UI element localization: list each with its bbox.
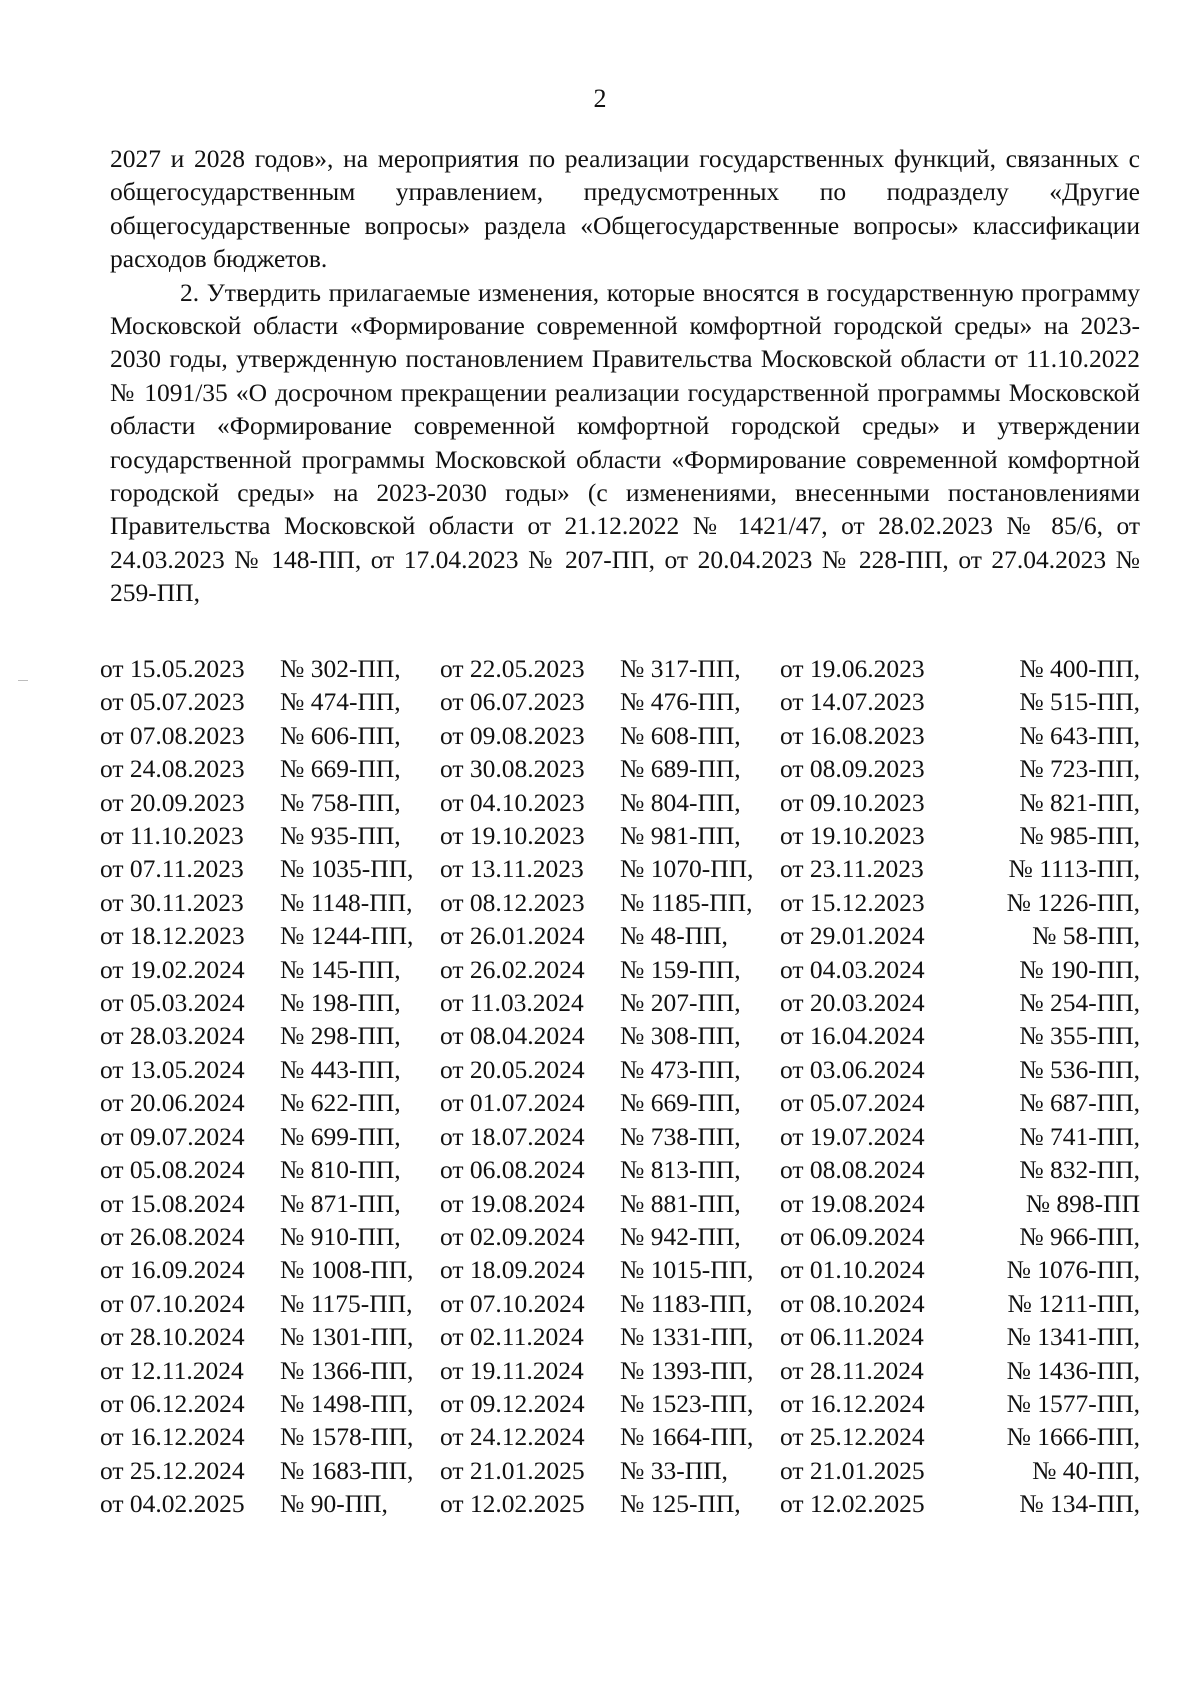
decree-number: № 981-ПП,: [620, 821, 741, 851]
decree-row: [100, 1019, 1140, 1052]
decree-number: № 1185-ПП,: [620, 887, 753, 917]
decree-number: № 207-ПП,: [620, 988, 741, 1018]
decree-date: от 28.03.2024: [100, 1021, 245, 1051]
decree-number: № 804-ПП,: [620, 787, 741, 817]
decree-date: от 18.12.2023: [100, 921, 245, 951]
decree-date: от 08.10.2024: [780, 1288, 925, 1318]
decree-date: от 05.08.2024: [100, 1155, 245, 1185]
decree-number: № 810-ПП,: [280, 1155, 401, 1185]
decree-date: от 09.08.2023: [440, 720, 585, 750]
decree-number: № 515-ПП,: [1019, 687, 1140, 717]
decree-date: от 09.10.2023: [780, 787, 925, 817]
decree-date: от 15.08.2024: [100, 1188, 245, 1218]
decree-date: от 15.05.2023: [100, 654, 245, 683]
decree-number: № 1244-ПП,: [280, 921, 414, 951]
decree-date: от 20.05.2024: [440, 1054, 585, 1084]
decree-number: № 159-ПП,: [620, 954, 741, 984]
decree-date: от 12.02.2025: [780, 1489, 925, 1519]
scan-artifact-mark: [18, 680, 28, 681]
decree-date: от 06.11.2024: [780, 1322, 924, 1352]
decree-number: № 125-ПП,: [620, 1489, 741, 1519]
decree-date: от 19.10.2023: [440, 821, 585, 851]
decree-row: [100, 1153, 1140, 1186]
decree-number: № 898-ПП: [1025, 1188, 1140, 1218]
decree-date: от 26.01.2024: [440, 921, 585, 951]
decree-date: от 30.11.2023: [100, 887, 244, 917]
decree-date: от 02.11.2024: [440, 1322, 584, 1352]
decree-number: № 1175-ПП,: [280, 1288, 413, 1318]
decree-number: № 669-ПП,: [280, 754, 401, 784]
decree-number: № 1015-ПП,: [620, 1255, 754, 1285]
decree-date: от 06.12.2024: [100, 1388, 245, 1418]
decree-number: № 40-ПП,: [1032, 1455, 1140, 1485]
decree-number: № 317-ПП,: [620, 654, 741, 683]
decree-date: от 18.09.2024: [440, 1255, 585, 1285]
decree-number: № 90-ПП,: [280, 1489, 388, 1519]
decree-number: № 1578-ПП,: [280, 1422, 414, 1452]
decree-date: от 08.08.2024: [780, 1155, 925, 1185]
decree-date: от 19.02.2024: [100, 954, 245, 984]
decree-date: от 04.02.2025: [100, 1489, 245, 1519]
decree-number: № 687-ПП,: [1019, 1088, 1140, 1118]
decree-date: от 01.07.2024: [440, 1088, 585, 1118]
decree-row: [100, 1053, 1140, 1086]
decree-number: № 758-ПП,: [280, 787, 401, 817]
decree-row: [100, 1387, 1140, 1420]
decree-number: № 966-ПП,: [1019, 1221, 1140, 1251]
decree-date: от 19.07.2024: [780, 1121, 925, 1151]
decree-number: № 1113-ПП,: [1008, 854, 1140, 884]
decree-date: от 07.10.2024: [100, 1288, 245, 1318]
decree-number: № 871-ПП,: [280, 1188, 401, 1218]
decree-number: № 298-ПП,: [280, 1021, 401, 1051]
decree-number: № 643-ПП,: [1019, 720, 1140, 750]
decree-date: от 05.07.2024: [780, 1088, 925, 1118]
page-number: 2: [593, 84, 607, 113]
decree-date: от 07.10.2024: [440, 1288, 585, 1318]
decree-date: от 23.11.2023: [780, 854, 924, 884]
decree-date: от 15.12.2023: [780, 887, 925, 917]
decree-number: № 254-ПП,: [1019, 988, 1140, 1018]
decree-number: № 1666-ПП,: [1006, 1422, 1140, 1452]
decree-row: [100, 919, 1140, 952]
decree-date: от 06.07.2023: [440, 687, 585, 717]
decree-date: от 12.02.2025: [440, 1489, 585, 1519]
decree-row: [100, 819, 1140, 852]
decree-date: от 25.12.2024: [100, 1455, 245, 1485]
decree-date: от 19.11.2024: [440, 1355, 584, 1385]
decree-number: № 608-ПП,: [620, 720, 741, 750]
decree-row: [100, 986, 1140, 1019]
decree-date: от 19.10.2023: [780, 821, 925, 851]
decree-date: от 26.08.2024: [100, 1221, 245, 1251]
decree-date: от 11.03.2024: [440, 988, 584, 1018]
decree-number: № 1008-ПП,: [280, 1255, 414, 1285]
decree-number: № 1226-ПП,: [1006, 887, 1140, 917]
decree-row: [100, 1253, 1140, 1286]
decree-number: № 1211-ПП,: [1007, 1288, 1140, 1318]
decree-date: от 13.05.2024: [100, 1054, 245, 1084]
decree-date: от 16.09.2024: [100, 1255, 245, 1285]
decree-number: № 942-ПП,: [620, 1221, 741, 1251]
decree-number: № 1436-ПП,: [1006, 1355, 1140, 1385]
decree-number: № 1664-ПП,: [620, 1422, 754, 1452]
decree-number: № 935-ПП,: [280, 821, 401, 851]
decree-number: № 1341-ПП,: [1006, 1322, 1140, 1352]
decree-date: от 16.08.2023: [780, 720, 925, 750]
decree-number: № 1331-ПП,: [620, 1322, 754, 1352]
decree-row: [100, 1487, 1140, 1520]
decree-date: от 25.12.2024: [780, 1422, 925, 1452]
decree-number: № 1070-ПП,: [620, 854, 754, 884]
document-body: [110, 142, 1140, 610]
decree-date: от 20.03.2024: [780, 988, 925, 1018]
decree-number: № 145-ПП,: [280, 954, 401, 984]
decree-number: № 48-ПП,: [620, 921, 728, 951]
decree-date: от 21.01.2025: [440, 1455, 585, 1485]
decree-number: № 474-ПП,: [280, 687, 401, 717]
decree-date: от 26.02.2024: [440, 954, 585, 984]
decree-date: от 22.05.2023: [440, 654, 585, 683]
decree-date: от 03.06.2024: [780, 1054, 925, 1084]
decree-date: от 09.12.2024: [440, 1388, 585, 1418]
decree-date: от 04.10.2023: [440, 787, 585, 817]
decrees-list-table: [100, 652, 1140, 1521]
decree-row: [100, 752, 1140, 785]
decree-date: от 07.08.2023: [100, 720, 245, 750]
decree-date: от 05.07.2023: [100, 687, 245, 717]
decree-number: № 699-ПП,: [280, 1121, 401, 1151]
decree-date: от 08.09.2023: [780, 754, 925, 784]
decree-number: № 58-ПП,: [1032, 921, 1140, 951]
decree-date: от 13.11.2023: [440, 854, 584, 884]
decree-date: от 28.10.2024: [100, 1322, 245, 1352]
decree-date: от 24.12.2024: [440, 1422, 585, 1452]
decree-date: от 19.08.2024: [440, 1188, 585, 1218]
decree-date: от 21.01.2025: [780, 1455, 925, 1485]
decree-date: от 09.07.2024: [100, 1121, 245, 1151]
decree-date: от 07.11.2023: [100, 854, 244, 884]
decree-row: [100, 1354, 1140, 1387]
decree-number: № 1577-ПП,: [1006, 1388, 1140, 1418]
decree-row: [100, 1420, 1140, 1453]
decree-row: [100, 786, 1140, 819]
decree-row: [100, 1187, 1140, 1220]
decree-row: [100, 886, 1140, 919]
decree-date: от 20.06.2024: [100, 1088, 245, 1118]
decree-date: от 08.04.2024: [440, 1021, 585, 1051]
decree-number: № 741-ПП,: [1019, 1121, 1140, 1151]
decree-number: № 985-ПП,: [1019, 821, 1140, 851]
decree-number: № 33-ПП,: [620, 1455, 728, 1485]
decree-date: от 19.08.2024: [780, 1188, 925, 1218]
decree-date: от 16.12.2024: [100, 1422, 245, 1452]
decree-number: № 738-ПП,: [620, 1121, 741, 1151]
decree-row: [100, 719, 1140, 752]
decree-number: № 1366-ПП,: [280, 1355, 414, 1385]
decree-row: [100, 1086, 1140, 1119]
decree-date: от 04.03.2024: [780, 954, 925, 984]
decree-number: № 134-ПП,: [1019, 1489, 1140, 1519]
decree-number: № 1393-ПП,: [620, 1355, 754, 1385]
decree-number: № 400-ПП,: [1019, 654, 1140, 683]
decree-number: № 443-ПП,: [280, 1054, 401, 1084]
decree-number: № 198-ПП,: [280, 988, 401, 1018]
decree-date: от 30.08.2023: [440, 754, 585, 784]
decree-date: от 11.10.2023: [100, 821, 244, 851]
decree-number: № 606-ПП,: [280, 720, 401, 750]
decree-number: № 190-ПП,: [1019, 954, 1140, 984]
decree-number: № 813-ПП,: [620, 1155, 741, 1185]
decree-row: [100, 652, 1140, 685]
decree-number: № 302-ПП,: [280, 654, 401, 683]
decree-date: от 08.12.2023: [440, 887, 585, 917]
decree-number: № 622-ПП,: [280, 1088, 401, 1118]
decree-row: [100, 1287, 1140, 1320]
decree-date: от 28.11.2024: [780, 1355, 924, 1385]
paragraph-continuation: 2027 и 2028 годов», на мероприятия по реализации государственных функций, связанных с общегосударственным управлением, предусмотренных по подразделу «Другие общегосударственные вопросы» раздела «Общегосударственные вопросы» классификации расходов бюджетов.: [110, 144, 1140, 274]
decree-number: № 536-ПП,: [1019, 1054, 1140, 1084]
decree-number: № 1183-ПП,: [620, 1288, 753, 1318]
decree-number: № 473-ПП,: [620, 1054, 741, 1084]
decree-row: [100, 1454, 1140, 1487]
decree-date: от 02.09.2024: [440, 1221, 585, 1251]
decree-date: от 16.12.2024: [780, 1388, 925, 1418]
decree-date: от 24.08.2023: [100, 754, 245, 784]
decree-number: № 1076-ПП,: [1006, 1255, 1140, 1285]
decree-number: № 1683-ПП,: [280, 1455, 414, 1485]
decree-number: № 723-ПП,: [1019, 754, 1140, 784]
decree-number: № 689-ПП,: [620, 754, 741, 784]
decree-date: от 14.07.2023: [780, 687, 925, 717]
decree-date: от 05.03.2024: [100, 988, 245, 1018]
decree-number: № 1523-ПП,: [620, 1388, 754, 1418]
decree-date: от 06.08.2024: [440, 1155, 585, 1185]
decree-number: № 881-ПП,: [620, 1188, 741, 1218]
decree-number: № 1148-ПП,: [280, 887, 413, 917]
decree-number: № 1035-ПП,: [280, 854, 414, 884]
decree-number: № 1498-ПП,: [280, 1388, 414, 1418]
decree-date: от 12.11.2024: [100, 1355, 244, 1385]
decree-date: от 19.06.2023: [780, 654, 925, 683]
decree-date: от 18.07.2024: [440, 1121, 585, 1151]
decree-date: от 29.01.2024: [780, 921, 925, 951]
decrees-list-body: [100, 652, 1140, 1521]
decree-number: № 832-ПП,: [1019, 1155, 1140, 1185]
decree-date: от 16.04.2024: [780, 1021, 925, 1051]
decree-row: [100, 1220, 1140, 1253]
decree-number: № 355-ПП,: [1019, 1021, 1140, 1051]
decree-number: № 821-ПП,: [1019, 787, 1140, 817]
decree-row: [100, 685, 1140, 718]
decree-row: [100, 1120, 1140, 1153]
decree-number: № 308-ПП,: [620, 1021, 741, 1051]
decree-number: № 476-ПП,: [620, 687, 741, 717]
decree-date: от 06.09.2024: [780, 1221, 925, 1251]
decree-row: [100, 953, 1140, 986]
decree-row: [100, 1320, 1140, 1353]
decree-number: № 910-ПП,: [280, 1221, 401, 1251]
decree-number: № 669-ПП,: [620, 1088, 741, 1118]
decree-number: № 1301-ПП,: [280, 1322, 414, 1352]
decree-date: от 01.10.2024: [780, 1255, 925, 1285]
decree-row: [100, 852, 1140, 885]
paragraph-item-2: 2. Утвердить прилагаемые изменения, которые вносятся в государственную программу Московской области «Формирование современной комфортной городской среды» на 2023-2030 годы, утвержденную постановлением Правительства Московской области от 11.10.2022 № 1091/35 «О досрочном прекращении реализации государственной программы Московской области «Формирование современной комфортной городской среды» и утверждении государственной программы Московской области «Формирование современной комфортной городской среды» на 2023-2030 годы» (с изменениями, внесенными постановлениями Правительства Московской области от 21.12.2022 № 1421/47, от 28.02.2023 № 85/6, от 24.03.2023 № 148-ПП, от 17.04.2023 № 207-ПП, от 20.04.2023 № 228-ПП, от 27.04.2023 № 259-ПП,: [110, 277, 1140, 608]
decree-date: от 20.09.2023: [100, 787, 245, 817]
